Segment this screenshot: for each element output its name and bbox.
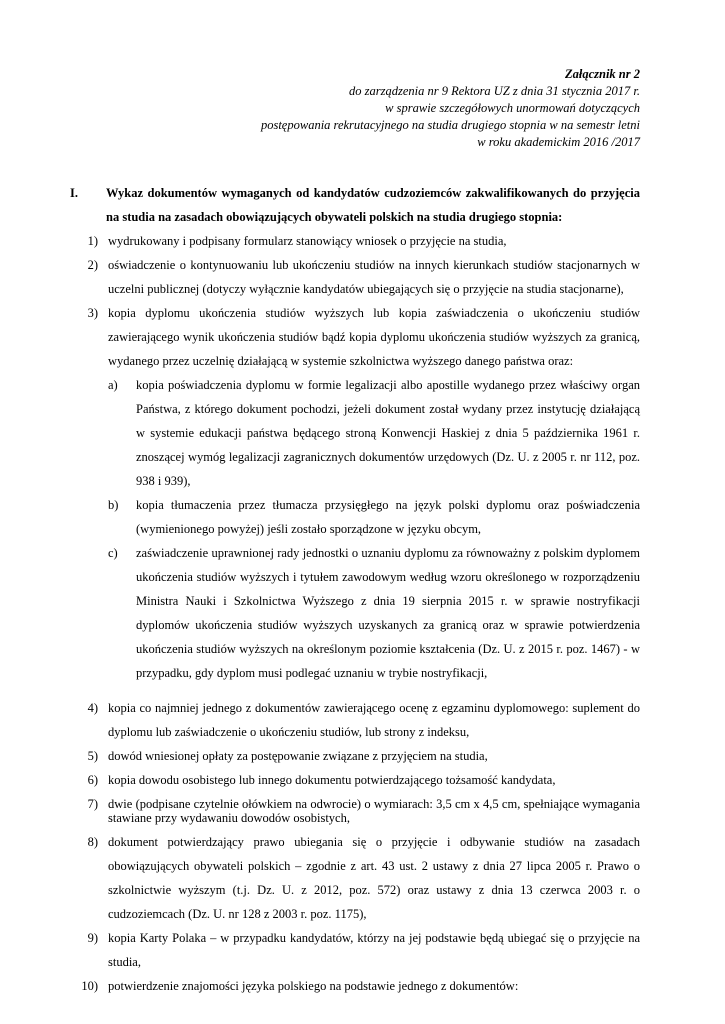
list-item [70,696,640,744]
list-item [70,768,640,792]
item-number: 10) [81,979,98,993]
item-number: 8) [87,835,98,849]
item-text: oświadczenie o kontynuowaniu lub ukończeniu studiów na innych kierunkach studiów stacjonarnych w uczelni publicznej (dotyczy wyłącznie kandydatów ubiegających się o przyjęcie na studia stacjonarne), [108,258,640,296]
sub-item [108,541,640,685]
section-heading [70,181,640,229]
item-number: 2) [87,258,98,272]
item-number: 4) [87,701,98,715]
item-text: kopia co najmniej jednego z dokumentów zawierającego ocenę z egzaminu dyplomowego: suplement do dyplomu lub zaświadczenie o ukończeniu studiów, lub strony z indeksu, [108,701,640,739]
item-text: dowód wniesionej opłaty za postępowanie związane z przyjęciem na studia, [108,749,488,763]
item-number: 9) [87,931,98,945]
list-item [70,744,640,768]
sub-item-letter: a) [108,378,118,392]
sub-item-letter: b) [108,498,119,512]
item-text: potwierdzenie znajomości języka polskiego na podstawie jednego z dokumentów: [108,979,519,993]
list-item [70,301,640,685]
item-text: kopia dowodu osobistego lub innego dokumentu potwierdzającego tożsamość kandydata, [108,773,556,787]
section-i [70,181,640,998]
header-line-3: postępowania rekrutacyjnego na studia drugiego stopnia w na semestr letni [260,118,640,132]
item-text: dwie (podpisane czytelnie ołówkiem na odwrocie) o wymiarach: 3,5 cm x 4,5 cm, spełniające wymagania stawiane przy wydawaniu dowodów osobistych, [108,797,640,825]
sub-item-letter: c) [108,546,118,560]
sub-item [108,373,640,493]
item-text: wydrukowany i podpisany formularz stanowiący wniosek o przyjęcie na studia, [108,234,507,248]
item-number: 3) [87,306,98,320]
document-header [261,66,640,151]
sub-item [108,493,640,541]
header-line-2: w sprawie szczegółowych unormowań dotyczących [385,101,640,115]
sub-item-text: kopia poświadczenia dyplomu w formie legalizacji albo apostille wydanego przez właściwy organ Państwa, z którego dokument pochodzi, jeżeli dokument został wydany przez instytucję działającą w systemie edukacji państwa będącego stroną Konwencji Haskiej z dnia 5 października 1961 r. znoszącej wymóg legalizacji zagranicznych dokumentów urzędowych (Dz. U. z 2005 r. nr 112, poz. 938 i 939), [136,378,640,488]
item-body [108,301,640,685]
item-text: kopia dyplomu ukończenia studiów wyższych lub kopia zaświadczenia o ukończeniu studiów zawierającego wynik ukończenia studiów bądź kopia dyplomu ukończenia studiów wyższych za granicą, wydanego przez uczelnię działającą w systemie szkolnictwa wyższego danego państwa oraz: [108,306,640,368]
list-item [70,229,640,253]
list-item [70,792,640,830]
item-text: kopia Karty Polaka – w przypadku kandydatów, którzy na jej podstawie będą ubiegać się o przyjęcie na studia, [108,931,640,969]
header-line-4: w roku akademickim 2016 /2017 [477,135,640,149]
spacer [70,685,640,696]
section-number: I. [70,186,78,200]
list-item [70,253,640,301]
header-line-1: do zarządzenia nr 9 Rektora UZ z dnia 31 stycznia 2017 r. [349,84,640,98]
attachment-title: Załącznik nr 2 [564,67,640,81]
item-number: 1) [87,234,98,248]
item-number: 5) [87,749,98,763]
sub-item-text: zaświadczenie uprawnionej rady jednostki o uznaniu dyplomu za równoważny z polskim dyplomem ukończenia studiów wyższych i tytułem zawodowym według wzoru określonego w rozporządzeniu Ministra Nauki i Szkolnictwa Wyższego z dnia 19 sierpnia 2015 r. w sprawie nostryfikacji dyplomów ukończenia studiów wyższych uzyskanych za granicą oraz w sprawie potwierdzenia ukończenia studiów wyższych na określonym poziomie kształcenia (Dz. U. z 2015 r. poz. 1467) - w przypadku, gdy dyplom musi podlegać uznaniu w trybie nostryfikacji, [136,546,640,680]
section-title: Wykaz dokumentów wymaganych od kandydatów cudzoziemców zakwalifikowanych do przyjęcia na studia na zasadach obowiązujących obywateli polskich na studia drugiego stopnia: [106,186,640,224]
list-item [70,974,640,998]
list-item [70,830,640,926]
list-item [70,926,640,974]
item-text: dokument potwierdzający prawo ubiegania się o przyjęcie i odbywanie studiów na zasadach obowiązujących obywateli polskich – zgodnie z art. 43 ust. 2 ustawy z dnia 27 lipca 2005 r. Prawo o szkolnictwie wyższym (t.j. Dz. U. z 2012, poz. 572) oraz ustawy z dnia 13 czerwca 2003 r. o cudzoziemcach (Dz. U. nr 128 z 2003 r. poz. 1175), [108,835,640,921]
sub-item-text: kopia tłumaczenia przez tłumacza przysięgłego na język polski dyplomu oraz poświadczenia (wymienionego powyżej) jeśli zostało sporządzone w języku obcym, [136,498,640,536]
item-number: 7) [87,797,98,811]
item-number: 6) [87,773,98,787]
